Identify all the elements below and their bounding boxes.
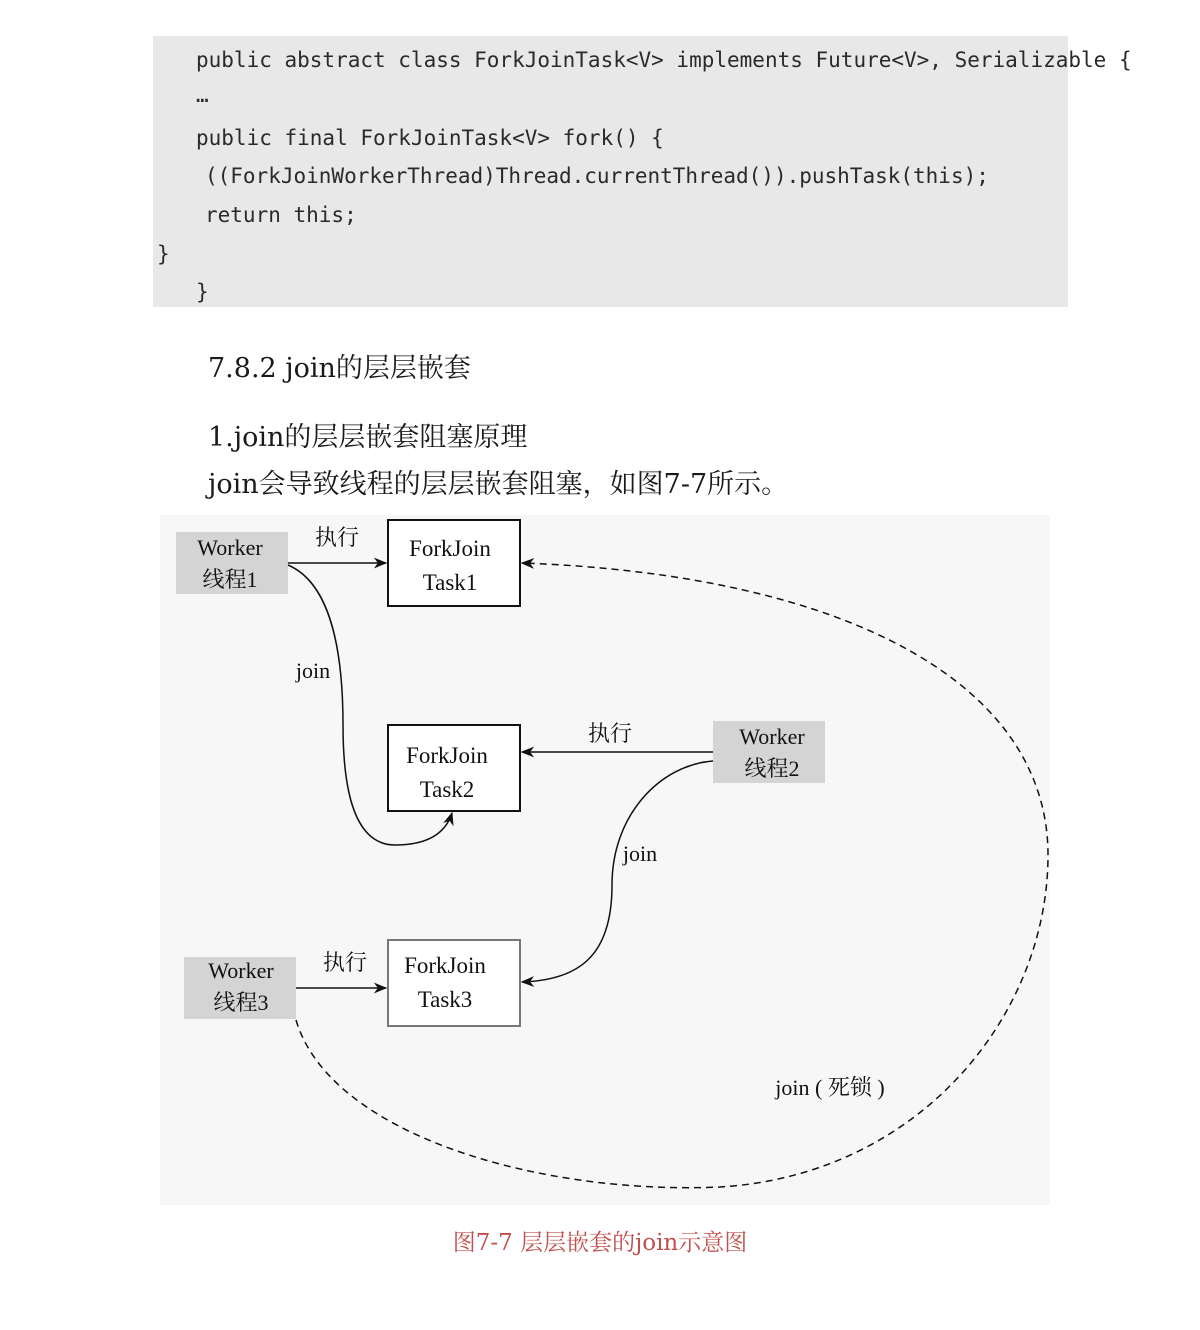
task-3-line2: Task3 <box>417 987 473 1012</box>
worker-1-line2: 线程1 <box>202 567 258 592</box>
paragraph: join会导致线程的层层嵌套阻塞，如图7-7所示。 <box>208 469 789 500</box>
task-1-line1: ForkJoin <box>409 536 491 561</box>
worker-3-line1: Worker <box>208 958 274 983</box>
join-curve-2 <box>522 761 713 982</box>
task-2-line1: ForkJoin <box>406 743 488 768</box>
join-label-2: join <box>622 841 658 866</box>
worker-3-line2: 线程3 <box>213 990 269 1015</box>
section-title: 7.8.2 join的层层嵌套 <box>208 353 471 384</box>
code-line-2: … <box>196 83 209 107</box>
code-line-1: public abstract class ForkJoinTask<V> implements Future<V>, Serializable { <box>196 48 1132 72</box>
execute-label-1: 执行 <box>314 525 360 550</box>
worker-1-box <box>176 532 288 594</box>
worker-1-line1: Worker <box>197 535 263 560</box>
figure-caption: 图7-7 层层嵌套的join示意图 <box>452 1230 748 1256</box>
code-line-3: public final ForkJoinTask<V> fork() { <box>196 126 664 150</box>
task-1-box <box>388 520 520 606</box>
figure-svg <box>160 515 1050 1205</box>
code-line-5: return this; <box>205 203 357 227</box>
worker-2-line2: 线程2 <box>744 756 800 781</box>
code-line-7: } <box>196 280 209 304</box>
deadlock-join-label: join ( 死锁 ) <box>775 1075 885 1100</box>
task-3-box <box>388 940 520 1026</box>
code-block <box>153 36 1132 307</box>
deadlock-join-curve <box>296 563 1048 1188</box>
worker-2-box <box>713 721 825 783</box>
execute-label-3: 执行 <box>322 950 368 975</box>
join-label-1: join <box>295 658 331 683</box>
worker-2-line1: Worker <box>739 724 805 749</box>
execute-label-2: 执行 <box>587 721 633 746</box>
task-1-line2: Task1 <box>422 570 478 595</box>
subsection-title: 1.join的层层嵌套阻塞原理 <box>208 422 528 453</box>
task-3-line1: ForkJoin <box>404 953 486 978</box>
worker-3-box <box>184 957 296 1019</box>
join-nesting-figure <box>160 515 1050 1205</box>
task-2-box <box>388 725 520 811</box>
code-line-4: ((ForkJoinWorkerThread)Thread.currentThread()).pushTask(this); <box>205 164 989 188</box>
code-line-6: } <box>157 242 170 266</box>
task-2-line2: Task2 <box>419 777 475 802</box>
